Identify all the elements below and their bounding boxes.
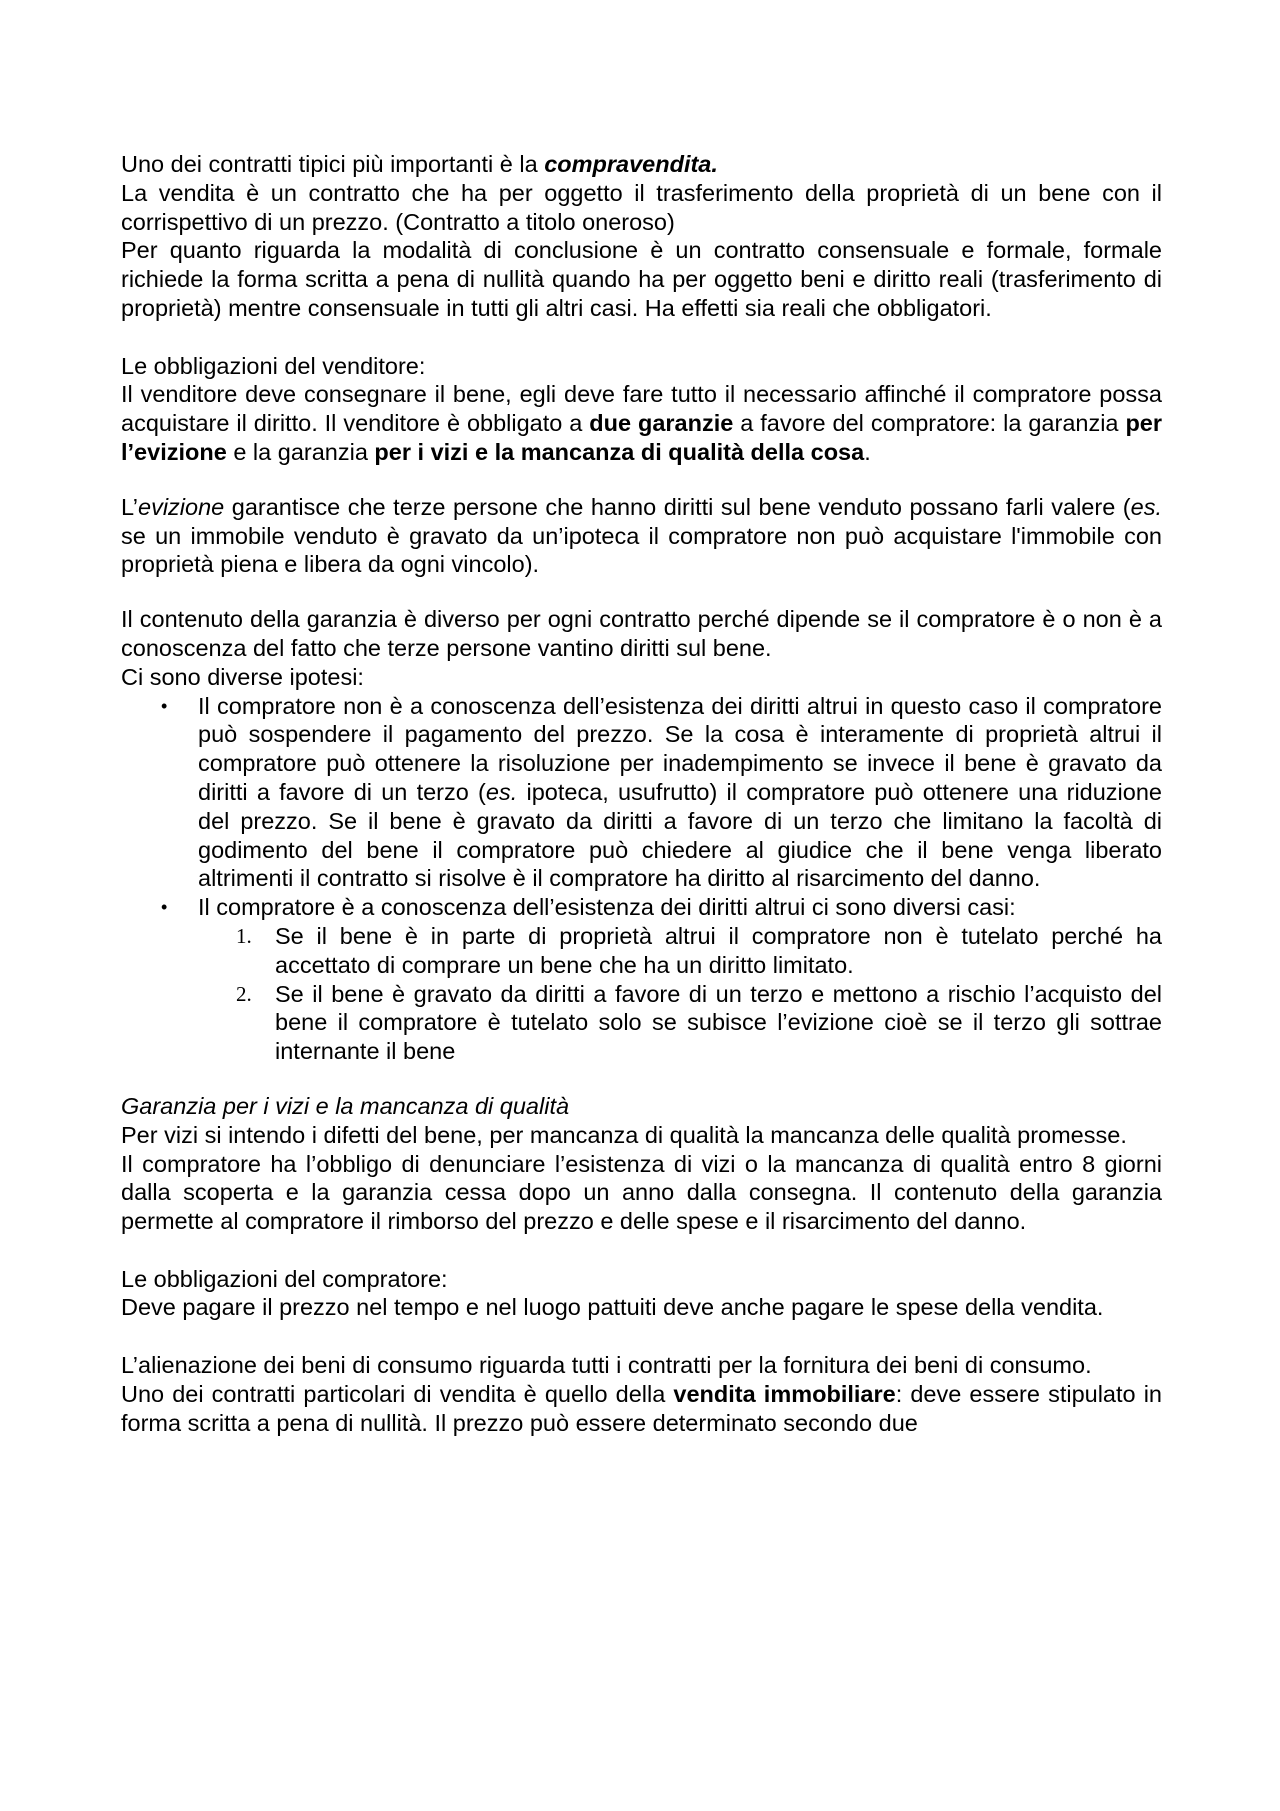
list-item: 2. Se il bene è gravato da diritti a favore di un terzo e mettono a rischio l’acquisto del bene il compratore è tutelato solo se subisce l’evizione cioè se il terzo gli sottrae internante il bene: [236, 980, 1162, 1065]
compravendita-term: compravendita.: [544, 151, 718, 177]
ipotesi-line: Ci sono diverse ipotesi:: [121, 663, 364, 690]
list-item: • Il compratore non è a conoscenza dell’esistenza dei diritti altrui in questo caso il compratore può sospendere il pagamento del prezzo. Se la cosa è interamente di proprietà altrui il compratore può ottenere la risoluzione per inadempimento se invece il bene è gravato da diritti a favore di un terzo (es. ipoteca, usufrutto) il compratore può ottenere una riduzione del prezzo. Se il bene è gravato da diritti a favore di un terzo che limitano la facoltà di godimento del bene il compratore può chiedere al giudice che il bene venga liberato altrimenti il contratto si risolve è il compratore ha diritto al risarcimento del danno.: [161, 692, 1162, 892]
casi-list: [198, 922, 1162, 1066]
bullet-icon: •: [161, 897, 168, 918]
denuncia-paragraph: Il compratore ha l’obbligo di denunciare l’esistenza di vizi o la mancanza di qualità entro 8 giorni dalla scoperta e la garanzia cessa dopo un anno dalla consegna. Il contenuto della garanzia permette al compratore il rimborso del prezzo e delle spese e il risarcimento del danno.: [121, 1150, 1162, 1235]
list-number: 2.: [236, 981, 252, 1006]
alienazione-paragraph: L’alienazione dei beni di consumo riguarda tutti i contratti per la fornitura dei beni di consumo.: [121, 1352, 1092, 1379]
intro-line: [121, 150, 1162, 179]
list-item: 1. Se il bene è in parte di proprietà altrui il compratore non è tutelato perché ha accettato di comprare un bene che ha un diritto limitato.: [236, 922, 1162, 978]
evizione-term: per l’evizione: [121, 410, 1163, 465]
venditore-paragraph: Il venditore deve consegnare il bene, egli deve fare tutto il necessario affinché il compratore possa acquistare il diritto. Il venditore è obbligato a due garanzie a favore del compratore: la garanzia per l’evizione e la garanzia per i vizi e la mancanza di qualità della cosa.: [121, 381, 1163, 465]
compratore-paragraph: Deve pagare il prezzo nel tempo e nel luogo pattuiti deve anche pagare le spese della vendita.: [121, 1294, 1104, 1321]
vizi-heading: Garanzia per i vizi e la mancanza di qualità: [121, 1092, 570, 1119]
ipotesi-list: [121, 692, 1162, 1066]
contenuto-paragraph: Il contenuto della garanzia è diverso per ogni contratto perché dipende se il compratore è o non è a conoscenza del fatto che terze persone vantino diritti sul bene.: [121, 606, 1162, 661]
vendita-immobiliare-term: vendita immobiliare: [673, 1380, 896, 1407]
list-number: 1.: [236, 923, 252, 948]
immobiliare-paragraph: Uno dei contratti particolari di vendita è quello della vendita immobiliare: deve essere stipulato in forma scritta a pena di nullità. Il prezzo può essere determinato secondo due: [121, 1380, 1162, 1436]
due-garanzie-term: due garanzie: [589, 410, 734, 437]
vizi-paragraph: Per vizi si intendo i difetti del bene, per mancanza di qualità la mancanza delle qualità promesse.: [121, 1121, 1127, 1148]
intro-text: Uno dei contratti tipici più importanti è la: [121, 151, 545, 177]
venditore-heading: Le obbligazioni del venditore:: [121, 352, 426, 379]
definition-paragraph: La vendita è un contratto che ha per oggetto il trasferimento della proprietà di un bene con il corrispettivo di un prezzo. (Contratto a titolo oneroso): [121, 179, 1162, 235]
bullet-icon: •: [161, 695, 168, 716]
modalita-paragraph: Per quanto riguarda la modalità di conclusione è un contratto consensuale e formale, formale richiede la forma scritta a pena di nullità quando ha per oggetto beni e diritto reali (trasferimento di proprietà) mentre consensuale in tutti gli altri casi. Ha effetti sia reali che obbligatori.: [121, 237, 1162, 321]
compratore-heading: Le obbligazioni del compratore:: [121, 1265, 448, 1292]
vizi-term: per i vizi e la mancanza di qualità della cosa: [374, 438, 865, 465]
evizione-paragraph: L’evizione garantisce che terze persone che hanno diritti sul bene venduto possano farli valere (es. se un immobile venduto è gravato da un’ipoteca il compratore non può acquistare l'immobile con proprietà piena e libera da ogni vincolo).: [121, 493, 1162, 578]
list-item: • Il compratore è a conoscenza dell’esistenza dei diritti altrui ci sono diversi casi: 1. Se il bene è in parte di proprietà altrui il compratore non è tutelato perché ha accettato di comprare un bene che ha un diritto limitato. 2. Se il bene è gravato da diritti a favore di un terzo e mettono a rischio l’acquisto del bene il compratore è tutelato solo se subisce l’evizione cioè se il terzo gli sottrae internante il bene: [161, 894, 1162, 1065]
